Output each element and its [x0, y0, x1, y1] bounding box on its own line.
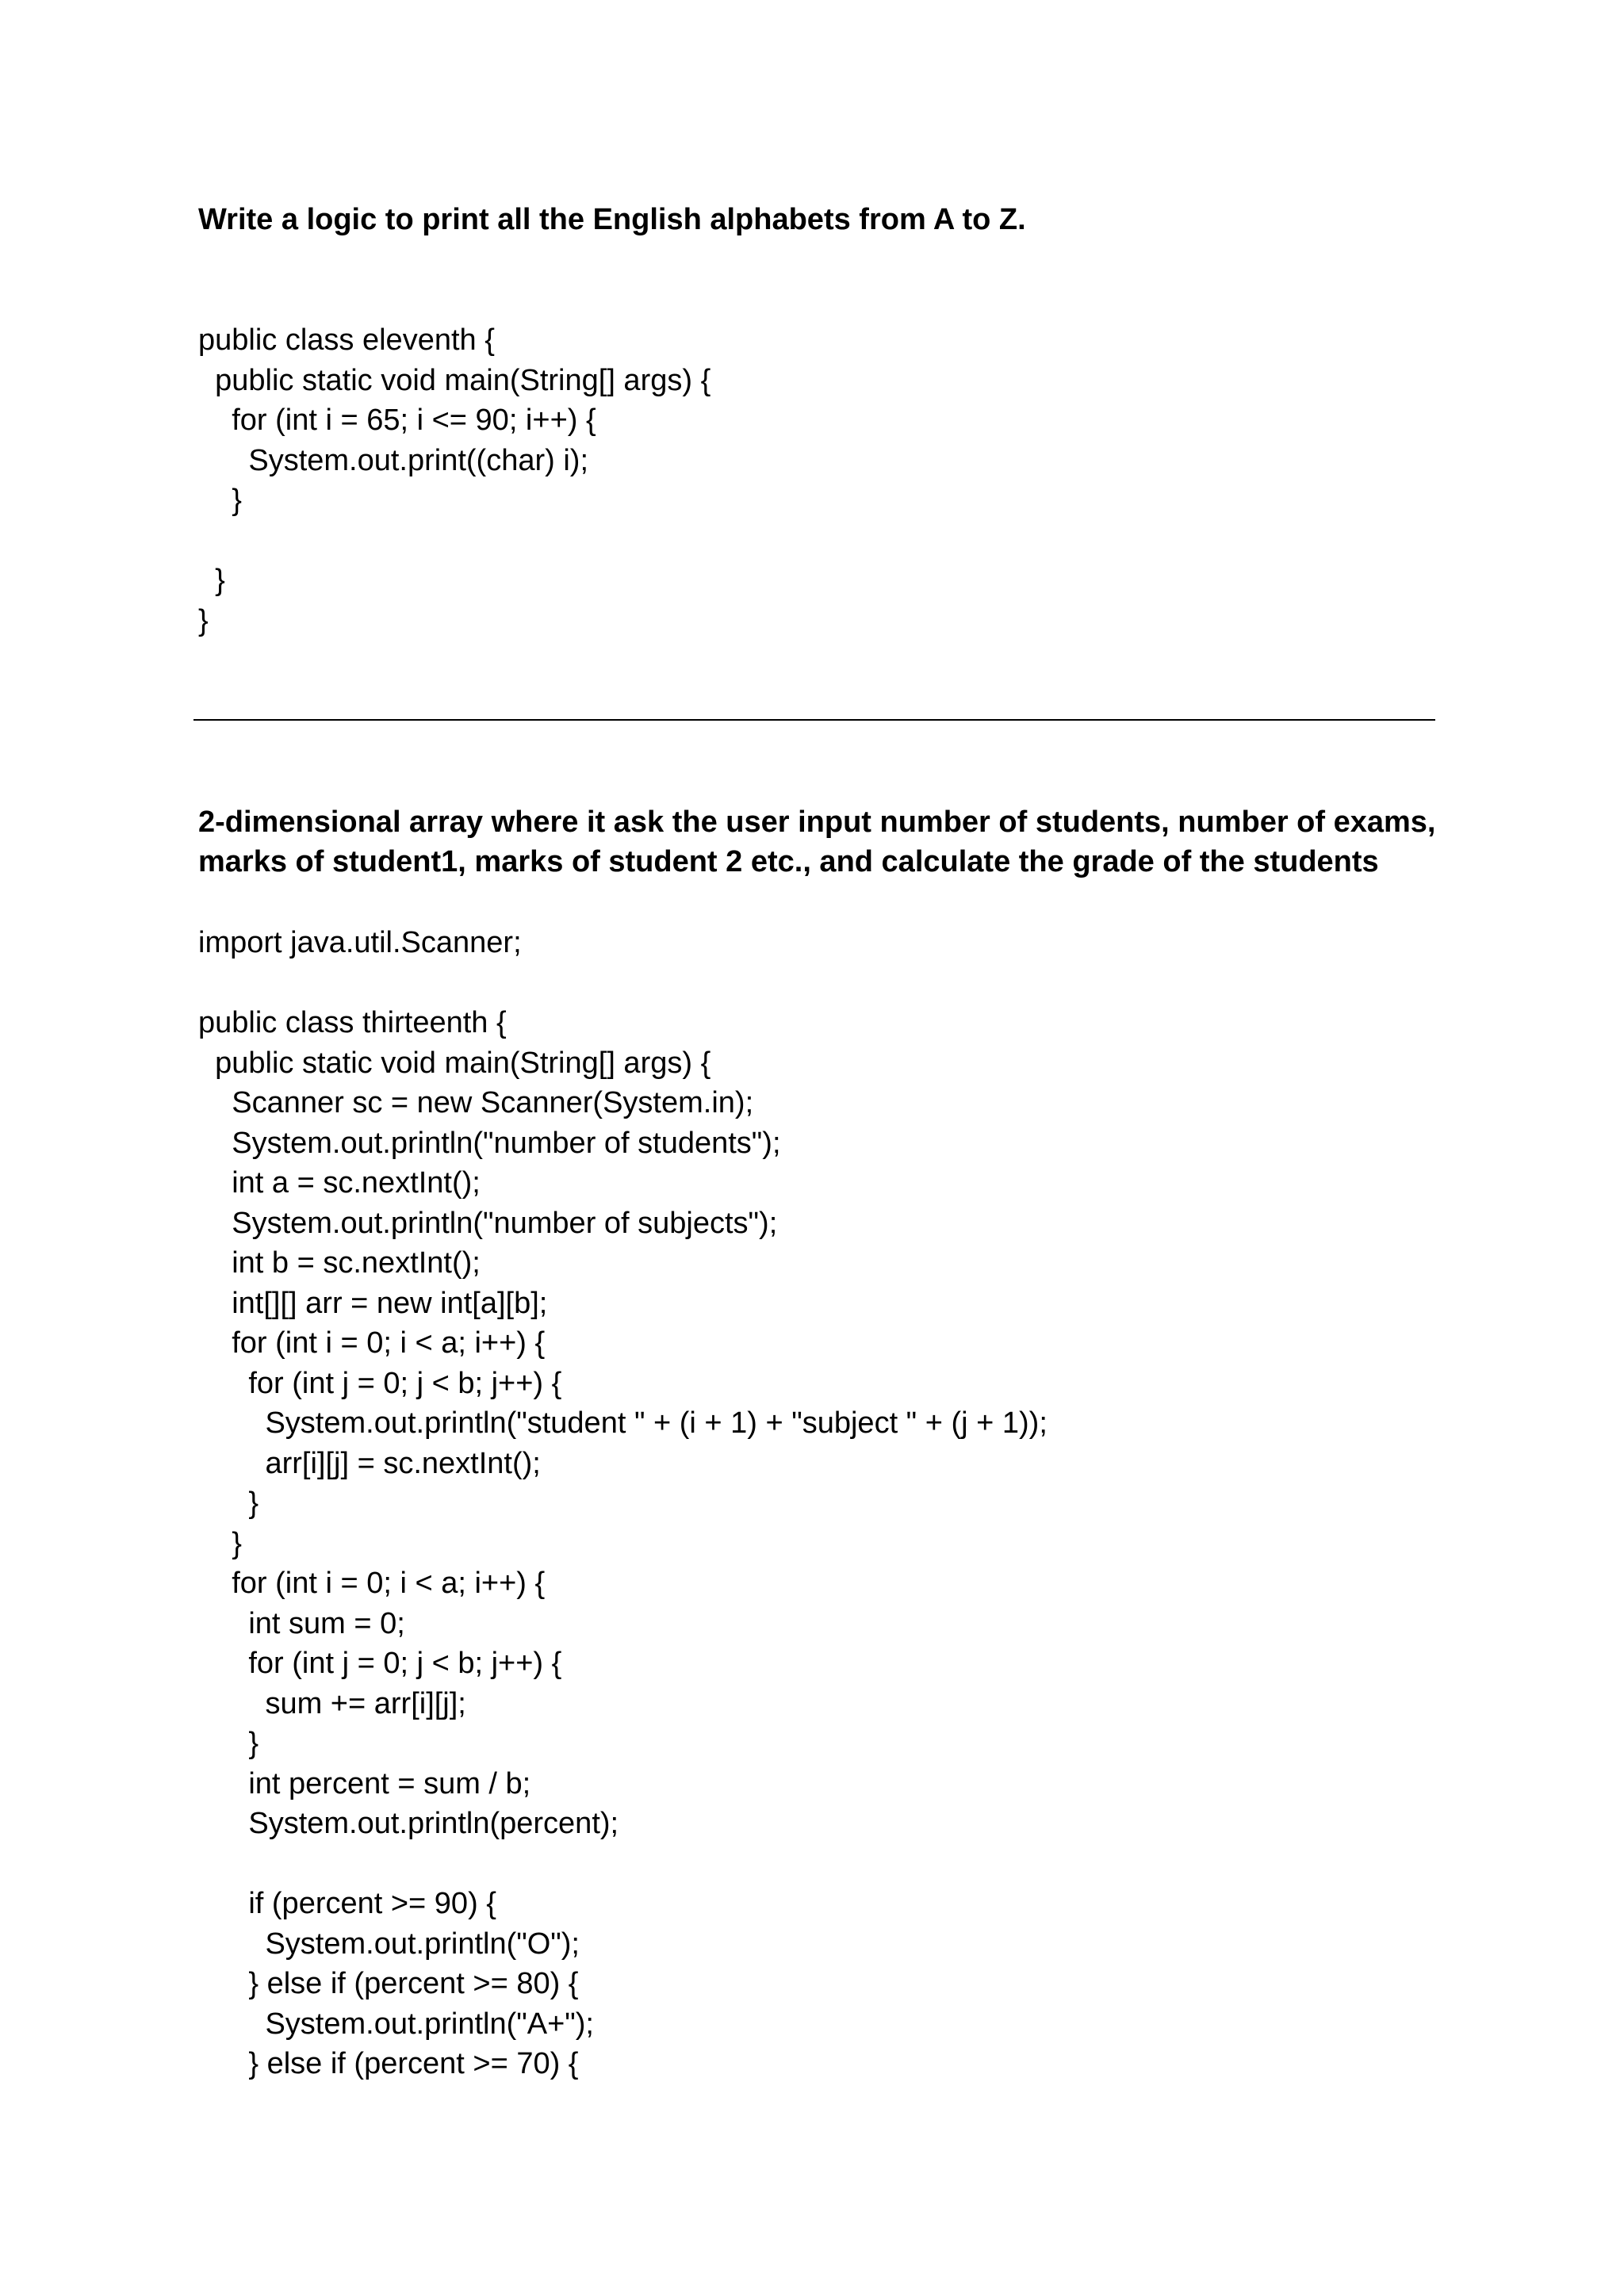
- section2-heading-line: marks of student1, marks of student 2 etc., and calculate the grade of the students: [198, 845, 1379, 878]
- code-line: int[][] arr = new int[a][b];: [198, 1286, 548, 1320]
- section1-code-block: [198, 320, 710, 641]
- section2-heading: [198, 802, 1436, 882]
- code-line: int sum = 0;: [198, 1606, 405, 1640]
- code-line: public static void main(String[] args) {: [198, 363, 711, 397]
- code-line: int percent = sum / b;: [198, 1766, 531, 1800]
- code-line: for (int j = 0; j < b; j++) {: [198, 1647, 562, 1680]
- code-line: }: [198, 1727, 259, 1760]
- code-line: import java.util.Scanner;: [198, 926, 522, 959]
- code-line: } else if (percent >= 80) {: [198, 1967, 579, 2000]
- code-line: for (int i = 0; i < a; i++) {: [198, 1326, 546, 1360]
- code-line: }: [198, 484, 242, 517]
- code-line: }: [198, 564, 225, 597]
- code-line: System.out.println("O");: [198, 1927, 580, 1961]
- code-line: }: [198, 1526, 242, 1560]
- section2-code-block: [198, 923, 1048, 2084]
- code-line: public class thirteenth {: [198, 1006, 507, 1039]
- code-line: System.out.println(percent);: [198, 1807, 619, 1840]
- code-line: for (int i = 0; i < a; i++) {: [198, 1567, 546, 1600]
- code-line: }: [198, 1487, 259, 1520]
- code-line: } else if (percent >= 70) {: [198, 2047, 579, 2080]
- section1-heading: Write a logic to print all the English alphabets from A to Z.: [198, 203, 1026, 236]
- code-line: for (int j = 0; j < b; j++) {: [198, 1366, 562, 1400]
- code-line: System.out.println("student " + (i + 1) + "subject " + (j + 1));: [198, 1406, 1048, 1440]
- section2-heading-line: 2-dimensional array where it ask the user input number of students, number of exams,: [198, 806, 1436, 839]
- code-line: public class eleventh {: [198, 323, 495, 357]
- code-line: [198, 521, 710, 561]
- section-divider: [193, 719, 1435, 721]
- code-line: }: [198, 603, 209, 637]
- code-line: System.out.print((char) i);: [198, 443, 588, 477]
- code-line: public static void main(String[] args) {: [198, 1046, 711, 1080]
- code-line: [198, 963, 1048, 1004]
- code-line: for (int i = 65; i <= 90; i++) {: [198, 404, 596, 437]
- code-line: [198, 1844, 1048, 1885]
- code-line: System.out.println("A+");: [198, 2007, 594, 2041]
- code-line: int a = sc.nextInt();: [198, 1166, 481, 1200]
- code-line: sum += arr[i][j];: [198, 1686, 466, 1720]
- code-line: arr[i][j] = sc.nextInt();: [198, 1446, 541, 1480]
- code-line: if (percent >= 90) {: [198, 1887, 496, 1920]
- code-line: System.out.println("number of students");: [198, 1126, 781, 1160]
- code-line: int b = sc.nextInt();: [198, 1246, 481, 1280]
- code-line: Scanner sc = new Scanner(System.in);: [198, 1086, 754, 1119]
- code-line: System.out.println("number of subjects");: [198, 1206, 778, 1240]
